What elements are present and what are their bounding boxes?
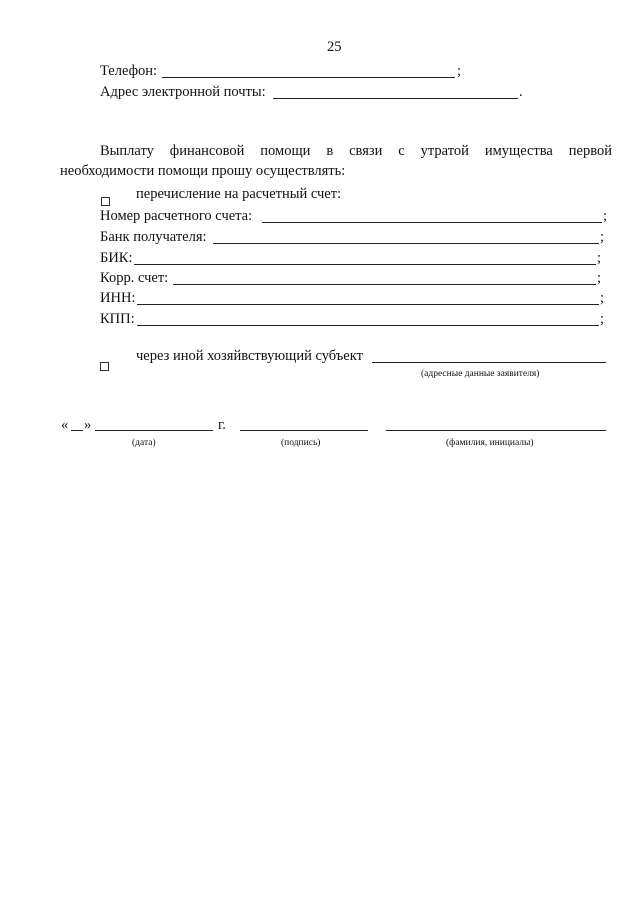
full-name-field[interactable] — [386, 430, 606, 431]
email-field[interactable] — [273, 98, 518, 99]
phone-field[interactable] — [162, 77, 455, 78]
recipient-bank-end: ; — [600, 229, 605, 245]
kpp-field[interactable] — [137, 325, 599, 326]
signature-field[interactable] — [240, 430, 368, 431]
account-number-field[interactable] — [262, 222, 602, 223]
kpp-end: ; — [600, 311, 605, 327]
other-entity-field[interactable] — [372, 362, 606, 363]
inn-label: ИНН: — [100, 290, 136, 306]
inn-end: ; — [600, 290, 605, 306]
bank-transfer-checkbox[interactable] — [101, 197, 110, 206]
email-label: Адрес электронной почты: — [100, 84, 266, 100]
date-caption: (дата) — [132, 438, 156, 448]
date-quote-open: « — [61, 417, 69, 433]
email-end: . — [519, 84, 523, 100]
corr-account-end: ; — [597, 270, 602, 286]
recipient-bank-label: Банк получателя: — [100, 229, 207, 245]
payment-paragraph-line1: Выплату финансовой помощи в связи с утратой имущества первой — [100, 143, 612, 159]
applicant-address-caption: (адресные данные заявителя) — [421, 369, 540, 379]
kpp-label: КПП: — [100, 311, 135, 327]
page-number: 25 — [327, 39, 342, 55]
signature-caption: (подпись) — [281, 438, 321, 448]
corr-account-label: Корр. счет: — [100, 270, 169, 286]
bik-field[interactable] — [134, 264, 596, 265]
bik-label: БИК: — [100, 250, 133, 266]
payment-paragraph-line2: необходимости помощи прошу осуществлять: — [60, 163, 346, 179]
date-quote-close: » — [84, 417, 92, 433]
other-entity-label: через иной хозяйвствующий субъект — [136, 348, 363, 364]
inn-field[interactable] — [137, 304, 599, 305]
date-month-field[interactable] — [95, 430, 213, 431]
account-number-end: ; — [603, 208, 608, 224]
phone-end: ; — [457, 63, 462, 79]
bik-end: ; — [597, 250, 602, 266]
bank-transfer-label: перечисление на расчетный счет: — [136, 186, 342, 202]
name-caption: (фамилия, инициалы) — [446, 438, 534, 448]
corr-account-field[interactable] — [173, 284, 596, 285]
other-entity-checkbox[interactable] — [100, 362, 109, 371]
date-day-field[interactable] — [71, 430, 83, 431]
recipient-bank-field[interactable] — [213, 243, 599, 244]
date-year-suffix: г. — [218, 417, 226, 433]
phone-label: Телефон: — [100, 63, 158, 79]
account-number-label: Номер расчетного счета: — [100, 208, 253, 224]
